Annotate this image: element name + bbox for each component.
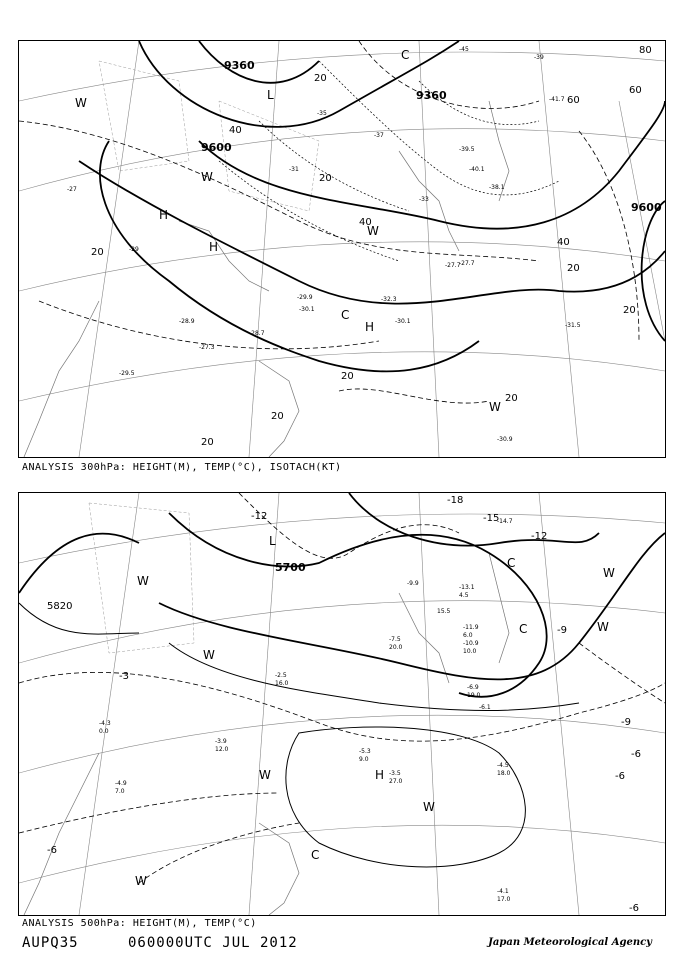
station-value: 4.5	[459, 592, 469, 599]
low-center-label: L	[267, 88, 274, 102]
warm-center-label: W	[203, 648, 215, 662]
station-label: -11.9	[463, 624, 479, 631]
station-value: 12.0	[215, 746, 229, 753]
station-label: -5.3	[359, 748, 371, 755]
station-value: 7.0	[115, 788, 125, 795]
warm-center-label: W	[423, 800, 435, 814]
temp-label: -28.7	[249, 330, 265, 337]
isotherm-label: -3	[119, 671, 129, 682]
station-value: 17.0	[497, 896, 511, 903]
isotach-label: 20	[567, 263, 580, 274]
agency-name: Japan Meteorological Agency	[488, 937, 652, 948]
cold-center-label: C	[507, 556, 516, 570]
isotach-label: 20	[201, 437, 214, 448]
station-value: 6.0	[463, 632, 473, 639]
station-label: -9.9	[407, 580, 419, 587]
cold-center-label: C	[401, 48, 410, 62]
warm-center-label: W	[259, 768, 271, 782]
temp-label: -39	[534, 54, 544, 61]
high-center-label: H	[209, 240, 219, 254]
warm-center-label: W	[75, 96, 87, 110]
temp-label: -41.7	[549, 96, 565, 103]
isotherm-label: -6	[47, 845, 57, 856]
temp-label: -45	[459, 46, 469, 53]
isotherm-label: -12	[251, 511, 268, 522]
isotherm-label: -6	[615, 771, 625, 782]
temp-label: -29	[129, 246, 139, 253]
isotherm-label: -6	[631, 749, 641, 760]
isotach-label: 20	[341, 371, 354, 382]
isotherm-label: -9	[557, 625, 567, 636]
high-center-label: H	[159, 208, 169, 222]
temp-label: -27.7	[459, 260, 475, 267]
station-value: 18.0	[497, 770, 511, 777]
cold-center-label: C	[341, 308, 350, 322]
station-label: -6.9	[467, 684, 479, 691]
station-label: -4.1	[497, 888, 509, 895]
isotach-label: 20	[271, 411, 284, 422]
isotherm-label: -6	[629, 903, 639, 914]
isotach-label: 60	[629, 85, 642, 96]
station-label: -3.9	[215, 738, 227, 745]
caption-500hpa: ANALYSIS 500hPa: HEIGHT(M), TEMP(°C)	[22, 918, 257, 929]
temp-label: -32.3	[381, 296, 397, 303]
temp-label: -27.7	[445, 262, 461, 269]
high-center-label: H	[365, 320, 375, 334]
warm-center-label: W	[135, 874, 147, 888]
warm-center-label: W	[137, 574, 149, 588]
warm-center-label: W	[489, 400, 501, 414]
height-label: 9360	[416, 89, 447, 102]
temp-label: -38.1	[489, 184, 505, 191]
station-label: -7.5	[389, 636, 401, 643]
temp-label: -29.9	[297, 294, 313, 301]
station-value: 27.0	[389, 778, 403, 785]
station-label: -4.9	[115, 780, 127, 787]
temp-label: -28.9	[179, 318, 195, 325]
temp-label: -37	[374, 132, 384, 139]
isotach-label: 40	[229, 125, 242, 136]
isotach-label: 20	[91, 247, 104, 258]
station-value: 0.0	[99, 728, 109, 735]
isotach-label: 20	[505, 393, 518, 404]
graticule	[19, 493, 665, 915]
height-contours	[19, 493, 665, 697]
station-value: 19.0	[467, 692, 481, 699]
station-label: -6.1	[479, 704, 491, 711]
temp-label: -31	[289, 166, 299, 173]
chart-panel-500hpa	[18, 492, 666, 916]
isotach-label: 20	[623, 305, 636, 316]
temp-label: -30.1	[299, 306, 315, 313]
station-label: -4.5	[497, 762, 509, 769]
height-label: 9360	[224, 59, 255, 72]
map-300hpa	[19, 41, 665, 457]
temp-label: -27.3	[199, 344, 215, 351]
station-label: -3.5	[389, 770, 401, 777]
temp-label: -33	[419, 196, 429, 203]
temp-label: -30.1	[395, 318, 411, 325]
chart-panel-300hpa	[18, 40, 666, 458]
map-500hpa	[19, 493, 665, 915]
isotach-label: 40	[359, 217, 372, 228]
station-label: -2.5	[275, 672, 287, 679]
station-value: 9.0	[359, 756, 369, 763]
height-label: 5700	[275, 561, 306, 574]
temp-label: -29.5	[119, 370, 135, 377]
cold-center-label: C	[311, 848, 320, 862]
station-label: -10.9	[463, 640, 479, 647]
low-center-label: L	[269, 534, 276, 548]
temp-label: -39.5	[459, 146, 475, 153]
temp-label: -30.9	[497, 436, 513, 443]
station-label: -13.1	[459, 584, 475, 591]
station-value: 10.0	[463, 648, 477, 655]
isotherms	[19, 493, 665, 883]
height-label: 9600	[631, 201, 662, 214]
high-center-label: H	[375, 768, 385, 782]
warm-center-label: W	[603, 566, 615, 580]
isotach-label: 60	[567, 95, 580, 106]
station-value: 15.5	[437, 608, 451, 615]
station-label: -14.7	[497, 518, 513, 525]
isotach-label: 20	[319, 173, 332, 184]
valid-time: 060000UTC JUL 2012	[128, 935, 298, 951]
temp-label: -31.5	[565, 322, 581, 329]
isotach-label: 80	[639, 45, 652, 56]
warm-center-label: W	[367, 224, 379, 238]
station-label: -4.3	[99, 720, 111, 727]
caption-300hpa: ANALYSIS 300hPa: HEIGHT(M), TEMP(°C), ISOTACH(KT)	[22, 462, 342, 473]
bulletin-code: AUPQ35	[22, 935, 79, 951]
height-label: 9600	[201, 141, 232, 154]
isotherm-label: -9	[621, 717, 631, 728]
warm-center-label: W	[201, 170, 213, 184]
isotherm-label: -18	[447, 495, 464, 506]
warm-center-label: W	[597, 620, 609, 634]
isotherm-label: -12	[531, 531, 548, 542]
station-value: 16.0	[275, 680, 289, 687]
isotach-label: 40	[557, 237, 570, 248]
temp-label: -40.1	[469, 166, 485, 173]
temp-label: -27	[67, 186, 77, 193]
isotherm-label: -15	[483, 513, 500, 524]
height-label: 5820	[47, 601, 73, 612]
cold-center-label: C	[519, 622, 528, 636]
station-value: 20.0	[389, 644, 403, 651]
isotach-label: 20	[314, 73, 327, 84]
temp-label: -35	[317, 110, 327, 117]
